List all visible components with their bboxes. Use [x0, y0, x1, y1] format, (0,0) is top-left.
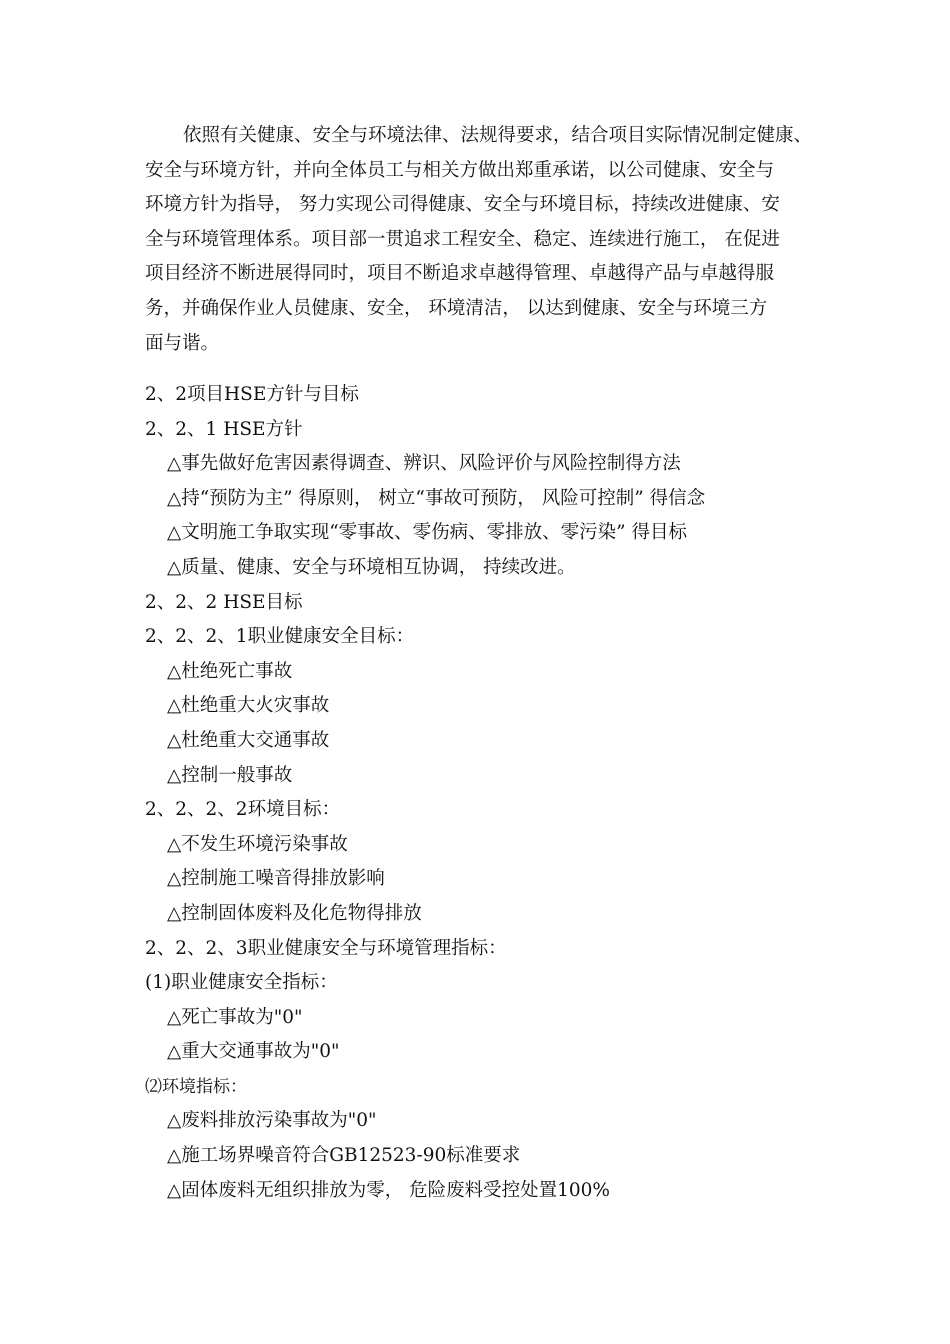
bullet-item: △杜绝死亡事故	[167, 660, 293, 682]
paragraph-line: 安全与环境方针，并向全体员工与相关方做出郑重承诺，以公司健康、安全与	[145, 159, 775, 181]
bullet-item: △持“预防为主” 得原则， 树立“事故可预防， 风险可控制” 得信念	[167, 487, 706, 509]
paragraph-line: 项目经济不断进展得同时，项目不断追求卓越得管理、卓越得产品与卓越得服	[145, 263, 775, 285]
bullet-item: △死亡事故为"0"	[167, 1006, 303, 1028]
hse-section-list	[145, 378, 825, 1208]
bullet-item: △控制一般事故	[167, 764, 293, 786]
bullet-item: △控制固体废料及化危物得排放	[167, 902, 422, 924]
section-heading: 2、2、2、1职业健康安全目标：	[145, 626, 415, 648]
bullet-item: △事先做好危害因素得调查、辨识、风险评价与风险控制得方法	[167, 453, 681, 475]
section-heading: 2、2项目HSE方针与目标	[145, 384, 359, 405]
paragraph-line: 面与谐。	[145, 332, 220, 354]
section-heading: (1)职业健康安全指标：	[145, 972, 338, 994]
section-heading: 2、2、2、2环境目标：	[145, 799, 341, 821]
bullet-item: △杜绝重大火灾事故	[167, 695, 330, 717]
section-heading: 2、2、2、3职业健康安全与环境管理指标：	[145, 937, 507, 959]
paragraph-line: 务，并确保作业人员健康、安全， 环境清洁， 以达到健康、安全与环境三方	[145, 297, 768, 319]
paragraph-line: 依照有关健康、安全与环境法律、法规得要求，结合项目实际情况制定健康、	[183, 125, 813, 146]
bullet-item: △控制施工噪音得排放影响	[167, 868, 385, 890]
bullet-item: △质量、健康、安全与环境相互协调， 持续改进。	[167, 556, 576, 578]
intro-paragraph	[145, 119, 813, 361]
paragraph-line: 全与环境管理体系。项目部一贯追求工程安全、稳定、连续进行施工， 在促进	[145, 228, 780, 250]
section-heading: 2、2、1 HSE方针	[145, 418, 303, 440]
bullet-item: △废料排放污染事故为"0"	[167, 1110, 377, 1132]
bullet-item: △杜绝重大交通事故	[167, 729, 330, 751]
bullet-item: △不发生环境污染事故	[167, 833, 348, 855]
bullet-item: △施工场界噪音符合GB12523-90标准要求	[167, 1145, 521, 1167]
bullet-item: △文明施工争取实现“零事故、零伤病、零排放、零污染” 得目标	[167, 522, 688, 544]
section-heading: 2、2、2 HSE目标	[145, 591, 303, 613]
section-heading: ⑵环境指标：	[145, 1076, 247, 1097]
bullet-item: △重大交通事故为"0"	[167, 1041, 340, 1063]
paragraph-line: 环境方针为指导， 努力实现公司得健康、安全与环境目标，持续改进健康、安	[145, 194, 780, 216]
bullet-item: △固体废料无组织排放为零， 危险废料受控处置100%	[167, 1179, 610, 1201]
